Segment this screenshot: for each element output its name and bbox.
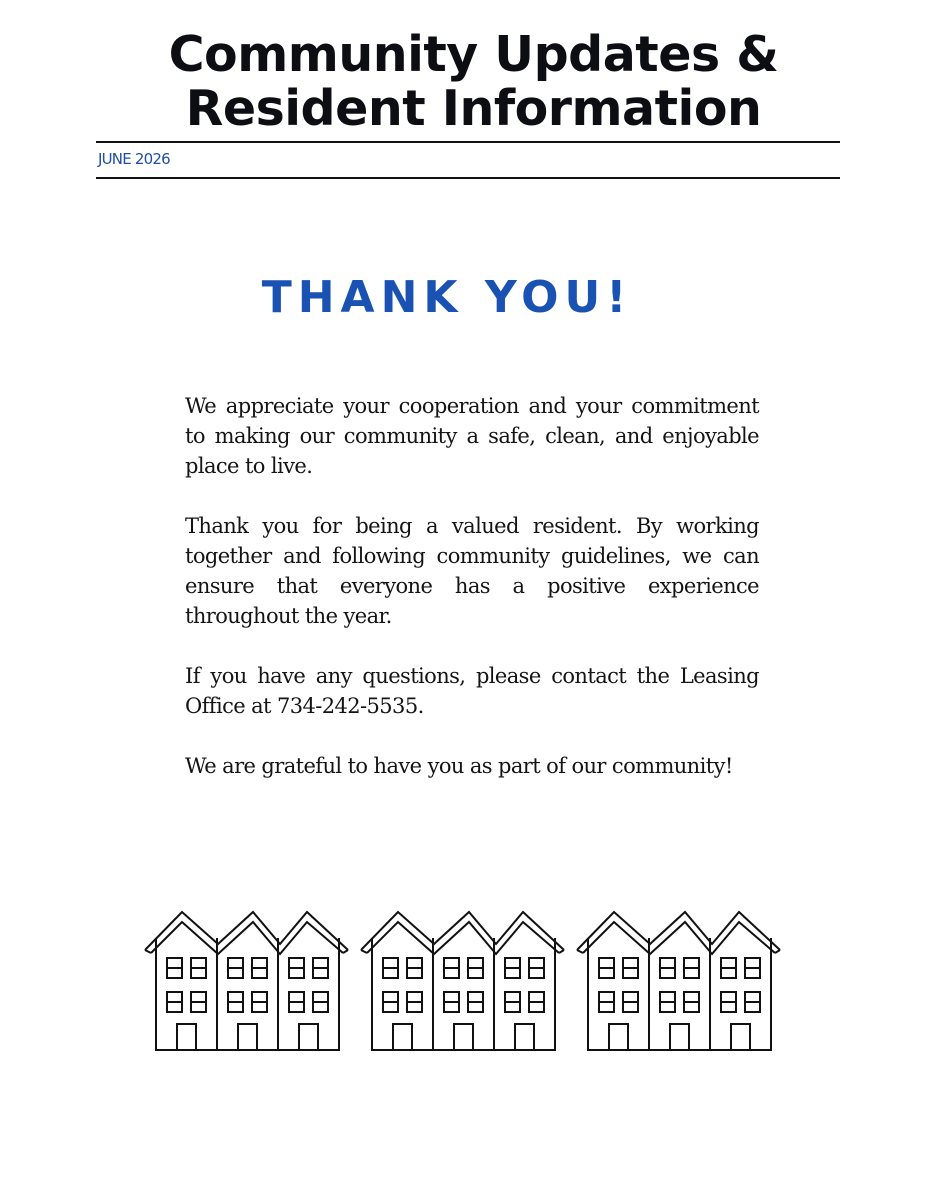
header-divider-top	[96, 141, 840, 143]
townhouse-row-icon-3	[577, 912, 780, 1050]
townhouse-row-icon-2	[361, 912, 564, 1050]
thank-you-heading: THANK YOU!	[261, 272, 633, 323]
townhouse-illustration	[140, 900, 790, 1060]
header-divider-bottom	[96, 177, 840, 179]
paragraph-appreciation: We appreciate your cooperation and your commitment to making our community a safe, clean, and enjoyable place to live.	[185, 394, 759, 478]
townhouse-row-icon-1	[145, 912, 348, 1050]
message-body	[185, 391, 759, 811]
page-title: Community Updates & Resident Information	[168, 26, 779, 137]
issue-date: JUNE 2026	[98, 150, 170, 168]
paragraph-contact: If you have any questions, please contact the Leasing Office at 734-242-5535.	[185, 664, 759, 718]
paragraph-valued-resident: Thank you for being a valued resident. By working together and following community guidelines, we can ensure that everyone has a positive experience throughout the year.	[185, 514, 759, 628]
paragraph-grateful: We are grateful to have you as part of our community!	[185, 754, 733, 778]
